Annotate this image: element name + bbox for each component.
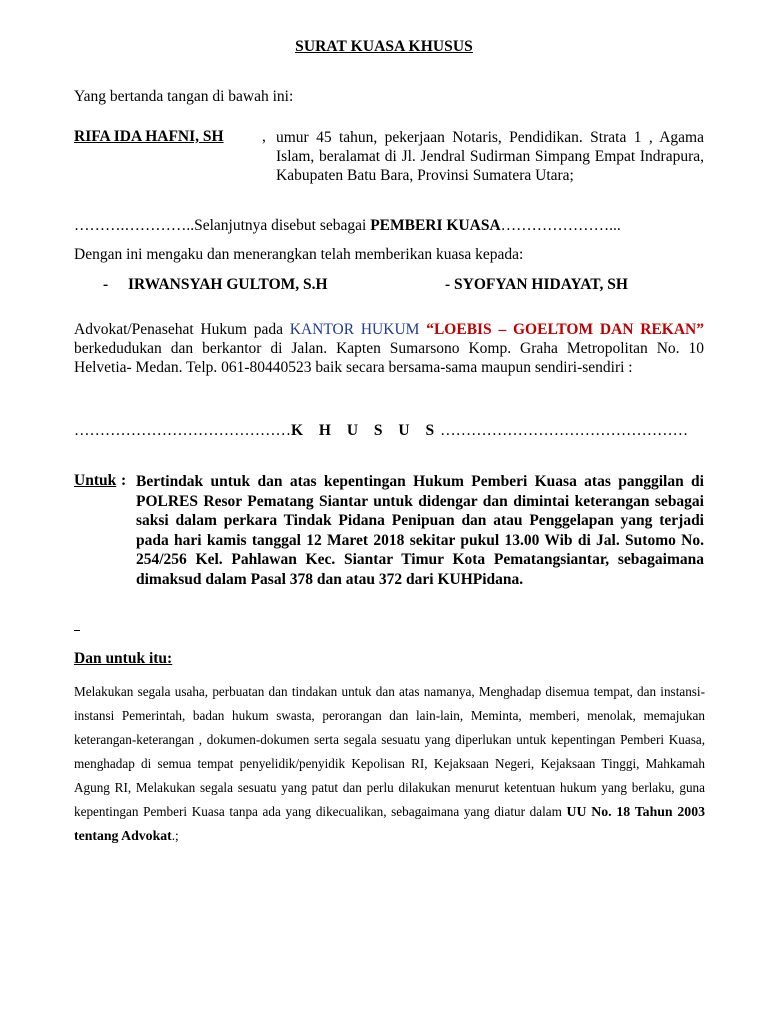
dan-untuk-body xyxy=(74,680,705,848)
dan-untuk-text: Melakukan segala usaha, perbuatan dan tindakan untuk dan atas namanya, Menghadap disemua tempat, dan instansi-instansi Pemerintah, badan hukum swasta, perorangan dan lain-lain, Meminta, memberi, menolak, memajukan keterangan-keterangan , dokumen-dokumen serta segala sesuatu yang diperlukan untuk kepentingan Pemberi Kuasa, menghadap di semua tempat penyelidik/penyidik Kepolisan RI, Kejaksaan Negeri, Kejaksaan Tinggi, Mahkamah Agung RI, Melakukan segala sesuatu yang patut dan perlu dilakukan menurut ketentuan hukum yang berlaku, guna kepentingan Pemberi Kuasa tanpa ada yang dikecualikan, sebagaimana yang diatur dalam xyxy=(74,684,705,819)
trailing-dots: …………………... xyxy=(500,217,621,234)
advokat-lead: Advokat/Penasehat Hukum pada xyxy=(74,321,290,338)
grantor-details: umur 45 tahun, pekerjaan Notaris, Pendidikan. Strata 1 , Agama Islam, beralamat di Jl. Jendral Sudirman Simpang Empat Indrapura, Kabupaten Batu Bara, Provinsi Sumatera Utara; xyxy=(276,129,704,184)
khusus-line xyxy=(74,422,706,440)
grantor-separator: , xyxy=(262,128,266,145)
khusus-leading-dots: …………………………………… xyxy=(74,422,291,439)
representative-second: - SYOFYAN HIDAYAT, SH xyxy=(445,276,628,293)
untuk-colon: : xyxy=(121,472,127,489)
untuk-label: Untuk xyxy=(74,472,117,489)
firm-name: “LOEBIS – GOELTOM DAN REKAN” xyxy=(419,321,704,338)
grant-statement: Dengan ini mengaku dan menerangkan telah memberikan kuasa kepada: xyxy=(74,246,524,263)
khusus-heading: K H U S U S xyxy=(291,422,441,439)
khusus-trailing-dots: ………………………………………… xyxy=(440,422,689,439)
leading-dots: ……….………….. xyxy=(74,217,195,234)
representative-bullet: - xyxy=(103,276,109,293)
grantor-role-line xyxy=(74,217,621,235)
advokat-rest: berkedudukan dan berkantor di Jalan. Kapten Sumarsono Komp. Graha Metropolitan No. 10 Helvetia- Medan. Telp. 061-80440523 baik secara bersama-sama maupun sendiri-sendiri : xyxy=(74,340,704,376)
grantor-role: PEMBERI KUASA xyxy=(370,217,501,234)
untuk-body: Bertindak untuk dan atas kepentingan Hukum Pemberi Kuasa atas panggilan di POLRES Resor Pematang Siantar untuk didengar dan dimintai keterangan sebagai saksi dalam perkara Tindak Pidana Penipuan dan atau Penggelapan yang terjadi pada hari kamis tanggal 12 Maret 2018 sekitar pukul 13.00 Wib di Jal. Sutomo No. 254/256 Kel. Pahlawan Kec. Siantar Timur Kota Pematangsiantar, sebagaimana dimaksud dalam Pasal 378 dan atau 372 dari KUHPidana. xyxy=(136,473,704,588)
role-prefix: Selanjutnya disebut sebagai xyxy=(194,217,371,234)
law-reference: UU No. 18 Tahun 2003 tentang Advokat xyxy=(74,804,706,843)
document-title: SURAT KUASA KHUSUS xyxy=(295,38,473,55)
grantor-name: RIFA IDA HAFNI, SH xyxy=(74,128,224,145)
dan-untuk-heading: Dan untuk itu: xyxy=(74,650,173,667)
dan-untuk-ending: .; xyxy=(171,828,179,843)
intro-line: Yang bertanda tangan di bawah ini: xyxy=(74,88,294,105)
firm-label: KANTOR HUKUM xyxy=(289,321,420,338)
underline-mark xyxy=(74,630,80,631)
advokat-paragraph xyxy=(74,320,704,377)
representative-first: IRWANSYAH GULTOM, S.H xyxy=(128,276,328,293)
